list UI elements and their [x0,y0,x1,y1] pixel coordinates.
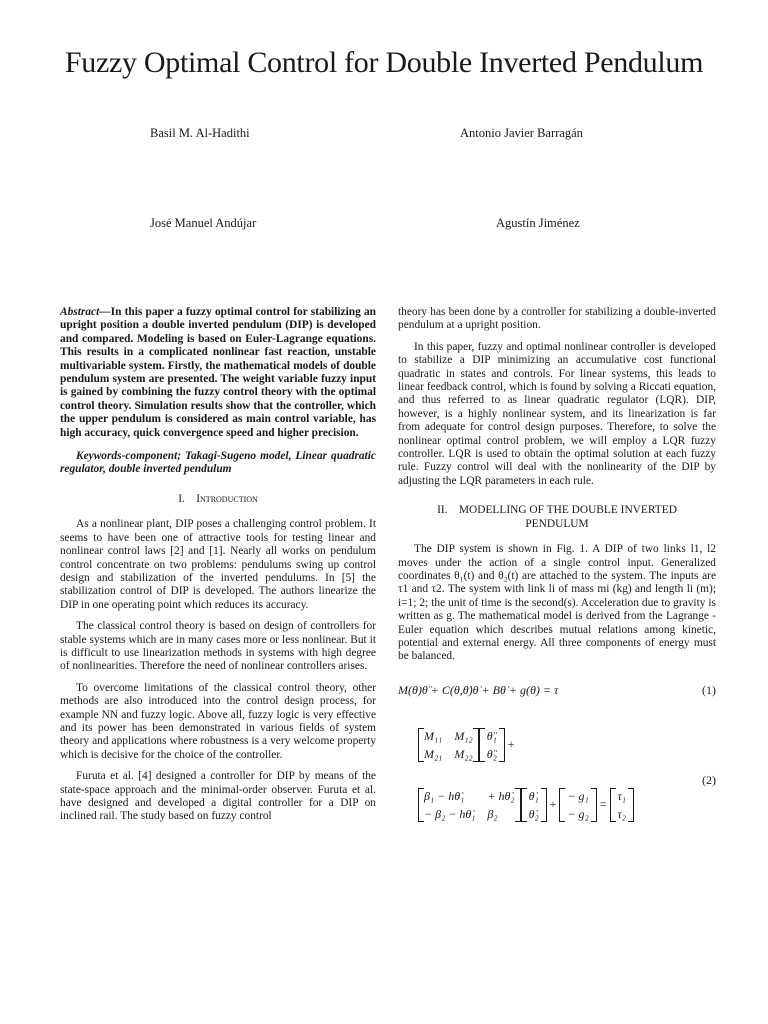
equation-2-row-2 [418,788,634,822]
paper-paragraph: In this paper, fuzzy and optimal nonlinear controller is developed to stabilize a DIP minimizing an accumulative cost functional quadratic in states and controls. For linear systems, this leads to linear feedback control, which is found by solving a Riccati equation, and thus referred to as linear quadratic regulator (LQR). DIP, however, is a highly nonlinear system, and its linearization is far from adequate for control design purposes. Therefore, to solve the nonlinear optimal control problem, we will employ a LQR fuzzy controller. LQR is used to obtain the optimal solution at each fuzzy rule. Fuzzy control will deal with the nonlinearity of the DIP by adjusting the LQR parameters in each rule. [398,340,716,487]
section-number: I. [178,492,185,505]
equation-1 [398,684,716,706]
plus-sign: + [549,797,557,812]
vector-entry: τ₁ [617,788,626,803]
vector-entry: − g₂ [567,806,589,821]
equation-2-number: (2) [702,772,716,787]
matrix-entry: β₂ [487,806,498,821]
vector-entry: θ̈₂ [486,746,497,761]
matrix-entry: β₁ − hθ̇₁ [424,788,465,803]
abstract-lead: Abstract— [60,306,111,318]
intro-paragraph-4: Furuta et al. [4] designed a controller for DIP by means of the state-space approach and the minimal-order observer. Furuta et al. have designed and developed a digital controller for a DIP on inclined rail. The study based on fuzzy control [60,770,376,823]
bracket-right [499,728,505,762]
abstract-text: In this paper a fuzzy optimal control for stabilizing an upright position a double inverted pendulum (DIP) is developed and compared. Modeling is based on Euler-Lagrange equations. This results in a complicated nonlinear fast reaction, unstable multivariable system. Firstly, the mathematical models of double pendulum system are presented. The weight variable fuzzy input is gained by combining the fuzzy control theory with the optimal control theory. Simulation results show that the controller, which the upper pendulum is considered as main control variable, has high accuracy, quick convergence speed and higher precision. [60,306,376,439]
author-2: Antonio Javier Barragán [460,126,583,140]
author-3: José Manuel Andújar [150,216,257,230]
vector-entry: τ₂ [617,806,626,821]
author-4: Agustín Jiménez [496,216,580,230]
gravity-vector [565,788,590,822]
continued-paragraph: theory has been done by a controller for stabilizing a double-inverted pendulum at a upright position. [398,306,716,332]
matrix-entry: − β₂ − hθ̇₁ [424,806,476,821]
section-title-line2: PENDULUM [525,517,589,530]
vector-entry: θ̇₁ [528,788,539,803]
mass-matrix [424,728,473,762]
right-column [398,306,716,848]
section-heading-modelling [398,504,716,531]
bracket-right [541,788,547,822]
torque-vector [616,788,628,822]
matrix-entry: M₁₁ [424,728,443,743]
intro-paragraph-1: As a nonlinear plant, DIP poses a challenging control problem. It seems to have been one of attractive tools for testing linear and nonlinear control laws [2] and [1]. Nearly all works on pendulum control concentrate on two problems: pendulums swing up control design and stabilization of the inverted pendulums. In [5] the stabilization control of DIP is developed. The authors linearize the DIP in one operating point which reduces its accuracy. [60,518,376,611]
equation-1-number: (1) [702,682,716,697]
section-title-line1: MODELLING OF THE DOUBLE INVERTED [458,504,677,517]
vector-entry: θ̈₁ [486,728,497,743]
velocity-vector [527,788,541,822]
matrix-entry: M₁₂ [454,728,473,743]
keywords: Keywords-component; Takagi-Sugeno model, Linear quadratic regulator, double inverted pendulum [60,450,376,476]
section-number: II. [437,504,448,517]
intro-paragraph-2: The classical control theory is based on design of controllers for stable systems which are in many cases more or less nonlinear. But it is difficult to use linearization methods in systems with high degree of nonlinearities. Therefore the need of nonlinear controllers arises. [60,620,376,673]
abstract [60,306,376,440]
matrix-entry: M₂₂ [454,746,473,761]
matrix-entry: M₂₁ [424,746,443,761]
modelling-paragraph: The DIP system is shown in Fig. 1. A DIP of two links l1, l2 moves under the action of a single control input. Generalized coordinates θ₁(t) and θ₂(t) are attached to the system. The inputs are τ1 and τ2. The system with link li of mass mi (kg) and length li (m); i=1; 2; the unit of time is the second(s). Acceleration due to gravity is written as g. The mathematical model is derived from the Lagrange - Euler equation which describes mutual relations among kinetic, potential and external energy. All three components of energy must be balanced. [398,543,716,663]
acceleration-vector [485,728,499,762]
equation-1-body: M(θ)θ̈ + C(θ,θ̇)θ̇ + Bθ̇ + g(θ) = τ [398,682,559,697]
vector-entry: θ̇₂ [528,806,539,821]
section-heading-introduction [60,493,376,506]
author-1: Basil M. Al-Hadithi [150,126,250,140]
intro-paragraph-3: To overcome limitations of the classical control theory, other methods are also introduced into the control design process, for example NN and fuzzy logic. Above all, fuzzy logic is very effective and its power has been demonstrated in various fields of system theory and applications where robustness is a very welcome property which is decisive for the choice of the controller. [60,681,376,761]
equation-2-row-1 [418,728,518,762]
plus-sign: + [507,737,515,752]
bracket-right [628,788,634,822]
section-title: Introduction [196,492,258,505]
left-column [60,306,376,832]
damping-matrix [424,788,515,822]
equals-sign: = [599,797,607,812]
matrix-entry: + hθ̇₂ [487,788,515,803]
equation-2 [398,728,716,848]
bracket-right [591,788,597,822]
vector-entry: − g₁ [567,788,589,803]
paper-title: Fuzzy Optimal Control for Double Inverted Pendulum [64,46,704,79]
